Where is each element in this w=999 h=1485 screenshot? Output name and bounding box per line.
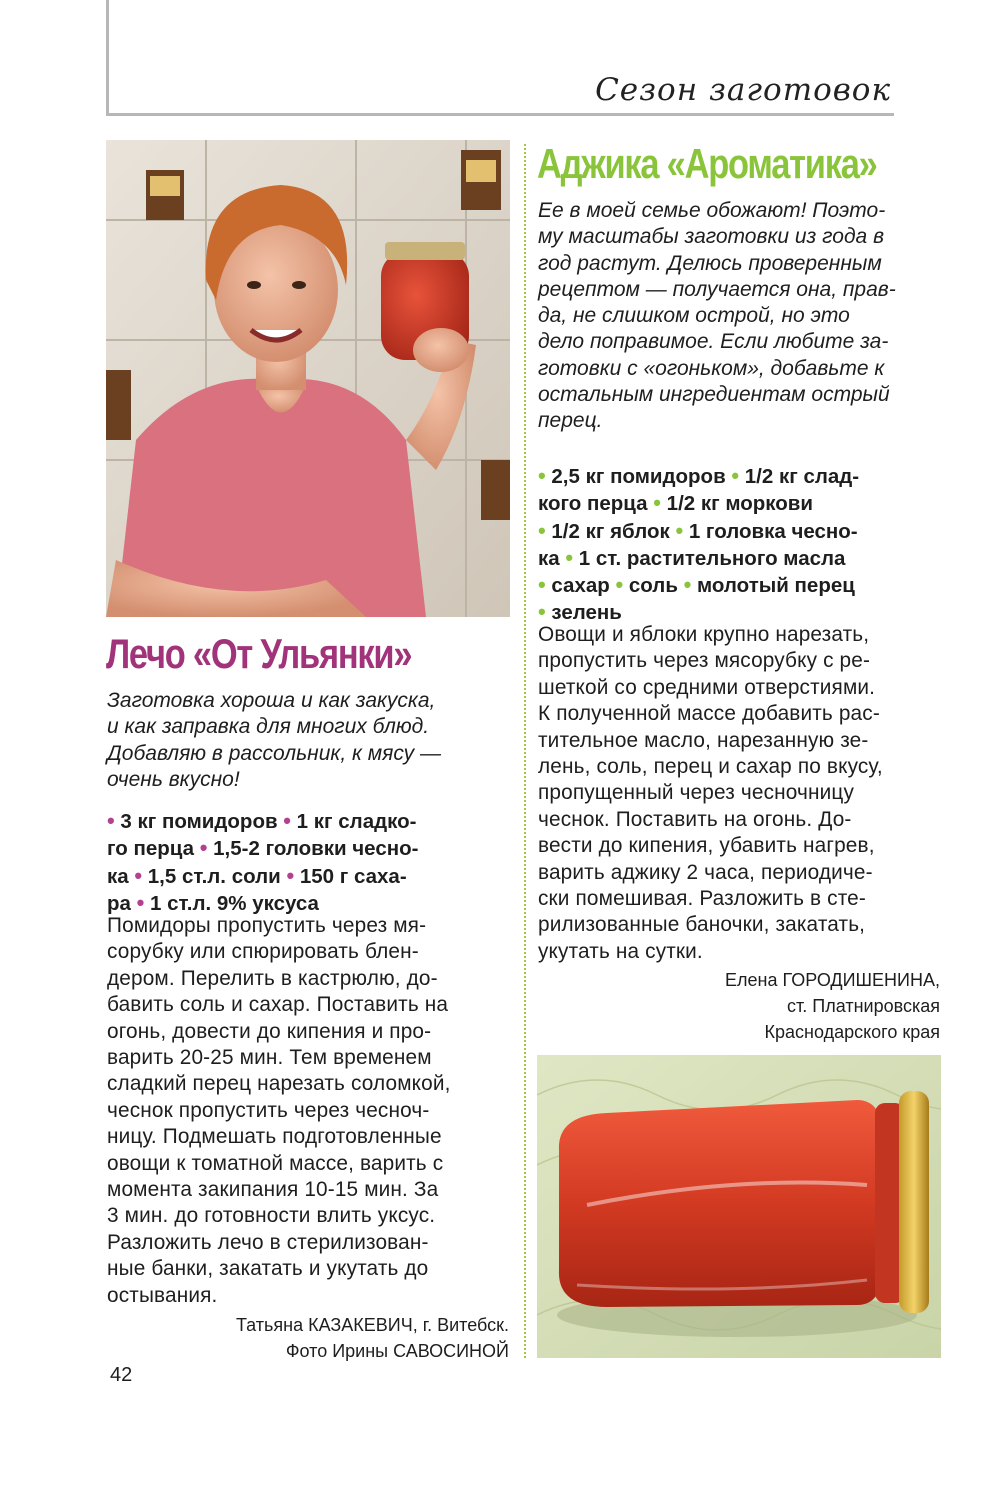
column-divider: [524, 144, 526, 1358]
body-line: рилизованные баночки, закатать,: [538, 913, 866, 937]
intro-line: год растут. Делюсь проверенным: [538, 251, 882, 275]
left-author-credit: [236, 1312, 509, 1364]
author-photo: [106, 140, 510, 617]
bullet: •: [286, 862, 295, 888]
ingredient-text: сахар: [545, 574, 616, 598]
ingredient-text: ка: [107, 864, 135, 888]
body-line: остывания.: [107, 1283, 218, 1307]
body-line: шеткой со средними отверстиями.: [538, 675, 876, 699]
right-recipe-intro: [538, 198, 896, 435]
ingredients-line: [538, 463, 859, 490]
header-frame-bottom-rule: [106, 113, 894, 116]
body-line: момента закипания 10-15 мин. За: [107, 1178, 439, 1202]
ingredients-line: [107, 863, 418, 890]
ingredient-text: соль: [623, 574, 684, 598]
intro-line: остальным ингредиентам острый: [538, 383, 890, 407]
ingredient-text: 150 г саха-: [294, 864, 407, 888]
ingredient-text: 1/2 кг слад-: [739, 465, 860, 488]
bullet: •: [675, 517, 684, 543]
ingredient-text: 1,5 ст.л. соли: [142, 864, 287, 888]
ingredient-text: го перца: [107, 837, 200, 861]
body-line: варить аджику 2 часа, периодиче-: [538, 860, 873, 884]
intro-line: Заготовка хороша и как закуска,: [107, 689, 436, 712]
left-recipe-intro: [107, 688, 441, 793]
ingredient-text: 2,5 кг помидоров: [545, 465, 732, 488]
intro-line: Добавляю в рассольник, к мясу —: [107, 741, 441, 765]
ingredient-text: 3 кг помидоров: [114, 810, 284, 833]
intro-line: Ее в моей семье обожают! Поэто-: [538, 199, 886, 222]
intro-line: му масштабы заготовки из года в: [538, 225, 885, 249]
body-line: ные банки, закатать и укутать до: [107, 1257, 429, 1281]
ingredient-text: 1 ст.л. 9% уксуса: [144, 891, 319, 915]
bullet: •: [538, 572, 546, 598]
body-line: лень, соль, перец и сахар по вкусу,: [538, 755, 883, 779]
header-frame-left-rule: [106, 0, 109, 116]
body-line: пропущенный через чесночницу: [538, 781, 855, 805]
body-line: пропустить через мясорубку с ре-: [538, 649, 871, 673]
body-line: огонь, довести до кипения и про-: [107, 1019, 432, 1043]
ingredients-line: [538, 572, 859, 599]
body-line: варить 20-25 мин. Тем временем: [107, 1046, 432, 1070]
intro-line: да, не слишком острой, но это: [538, 304, 850, 328]
ingredients-line: [107, 835, 418, 862]
right-author-credit: [725, 967, 940, 1045]
bullet: •: [107, 808, 115, 833]
bullet: •: [683, 572, 692, 598]
ingredient-text: ра: [107, 891, 137, 915]
ingredient-text: 1/2 кг яблок: [545, 519, 676, 543]
ingredient-text: зелень: [545, 601, 622, 625]
ingredient-text: кого перца: [538, 492, 654, 516]
body-line: 3 мин. до готовности влить уксус.: [107, 1204, 436, 1228]
ingredient-text: 1/2 кг моркови: [660, 492, 814, 516]
bullet: •: [283, 808, 291, 833]
bullet: •: [538, 517, 546, 543]
bullet: •: [615, 572, 624, 598]
intro-line: перец.: [538, 409, 603, 433]
left-ingredients: [107, 808, 418, 917]
intro-line: рецептом — получается она, прав-: [538, 277, 896, 301]
ingredient-text: молотый перец: [691, 574, 855, 598]
adjika-jar-photo: [537, 1055, 941, 1358]
body-line: бавить соль и сахар. Поставить на: [107, 993, 449, 1017]
intro-line: очень вкусно!: [107, 767, 240, 791]
photo-credit-line: Фото Ирины САВОСИНОЙ: [285, 1341, 509, 1361]
body-line: дером. Перелить в кастрюлю, до-: [107, 966, 438, 990]
bullet: •: [538, 599, 546, 625]
body-line: чеснок. Поставить на огонь. До-: [538, 807, 852, 831]
section-title: Сезон заготовок: [595, 72, 891, 108]
body-line: сладкий перец нарезать соломкой,: [107, 1072, 451, 1096]
author-line: Краснодарского края: [764, 1022, 940, 1042]
ingredients-line: [538, 545, 859, 572]
body-line: овощи к томатной массе, варить с: [107, 1151, 444, 1175]
right-recipe-title: Аджика «Ароматика»: [537, 140, 877, 187]
ingredient-text: 1 ст. растительного масла: [573, 546, 846, 570]
ingredient-text: 1 головка чесно-: [683, 519, 858, 543]
body-line: ницу. Подмешать подготовленные: [107, 1125, 442, 1149]
intro-line: и как заправка для многих блюд.: [107, 715, 430, 739]
bullet: •: [731, 463, 740, 488]
body-line: К полученной массе добавить рас-: [538, 702, 880, 726]
page-number: 42: [110, 1364, 133, 1386]
body-line: сорубку или спюрировать блен-: [107, 940, 419, 964]
body-line: чеснок пропустить через чесноч-: [107, 1098, 430, 1122]
ingredient-text: 1,5-2 головки чесно-: [207, 837, 419, 861]
bullet: •: [199, 835, 208, 861]
body-line: Овощи и яблоки крупно нарезать,: [538, 623, 870, 646]
right-ingredients: [538, 463, 859, 627]
bullet: •: [134, 862, 143, 888]
bullet: •: [653, 490, 661, 516]
ingredients-line: [538, 490, 859, 517]
body-line: укутать на сутки.: [538, 939, 703, 963]
ingredients-line: [107, 808, 418, 835]
ingredient-text: ка: [538, 546, 566, 570]
bullet: •: [136, 889, 145, 915]
right-recipe-body: [538, 622, 883, 965]
body-line: ски помешивая. Разложить в сте-: [538, 887, 866, 911]
intro-line: готовки с «огоньком», добавьте к: [538, 356, 885, 380]
author-line: Елена ГОРОДИШЕНИНА,: [725, 970, 940, 990]
ingredient-text: 1 кг сладко-: [290, 810, 417, 833]
author-line: ст. Платнировская: [787, 996, 940, 1016]
bullet: •: [565, 544, 574, 570]
body-line: Разложить лечо в стерилизован-: [107, 1230, 429, 1254]
ingredients-line: [538, 518, 859, 545]
left-recipe-body: [107, 913, 451, 1309]
left-recipe-title: Лечо «От Ульянки»: [106, 630, 412, 677]
body-line: вести до кипения, убавить нагрев,: [538, 834, 875, 858]
body-line: тительное масло, нарезанную зе-: [538, 728, 869, 752]
body-line: Помидоры пропустить через мя-: [107, 914, 427, 937]
intro-line: дело поправимое. Если любите за-: [538, 330, 889, 354]
author-line: Татьяна КАЗАКЕВИЧ, г. Витебск.: [236, 1315, 509, 1335]
bullet: •: [538, 463, 546, 488]
